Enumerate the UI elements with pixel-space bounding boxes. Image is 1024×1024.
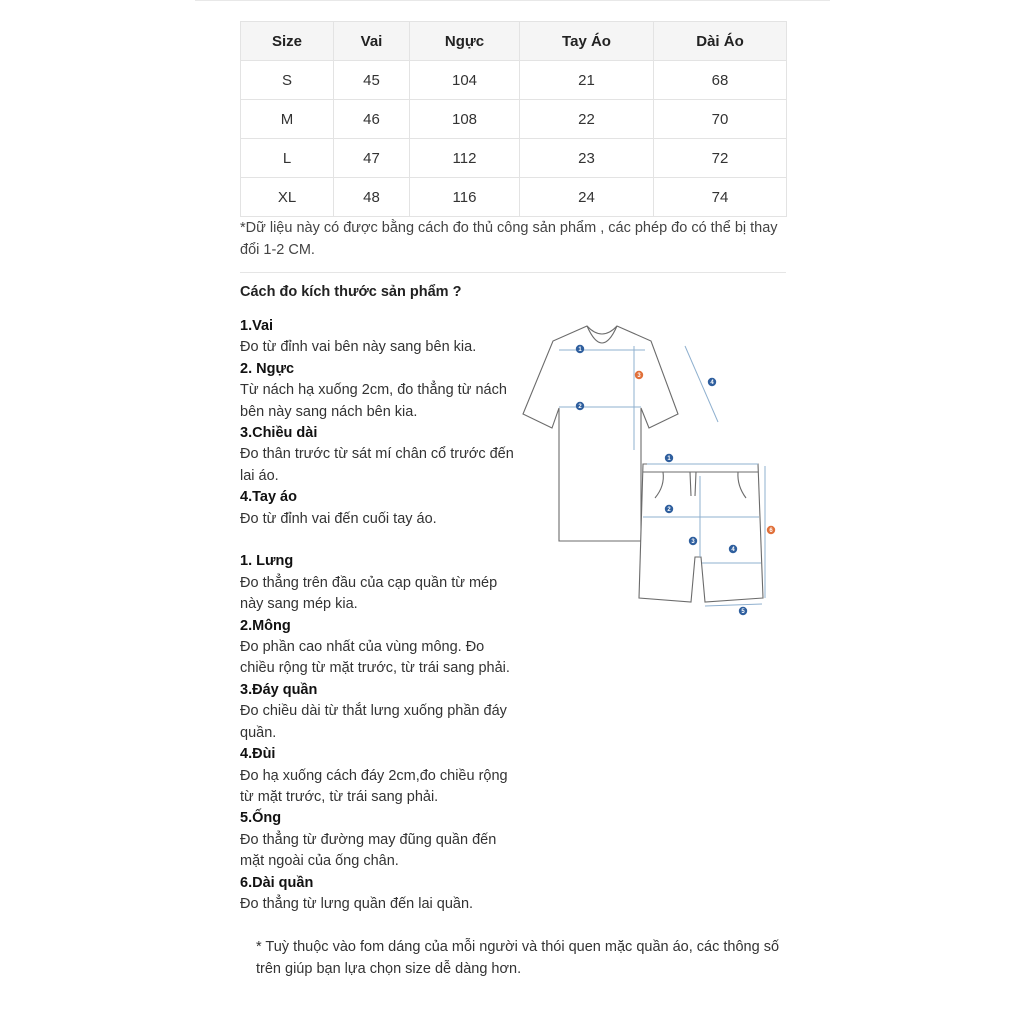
shorts-marker-5 xyxy=(739,607,747,615)
table-cell: XL xyxy=(241,178,334,217)
shirt-marker-2 xyxy=(576,402,584,410)
measurement-guide xyxy=(240,316,520,915)
shorts-marker-4 xyxy=(729,545,737,553)
table-row xyxy=(241,139,787,178)
shirt-marker-1 xyxy=(576,345,584,353)
marker-label: 4 xyxy=(731,547,735,553)
table-header-cell: Vai xyxy=(334,22,410,61)
guide-item-title: 3.Đáy quần xyxy=(240,681,318,698)
guide-item-text: Đo thẳng từ lưng quần đến lai quần. xyxy=(240,895,474,912)
guide-item-title: 1.Vai xyxy=(240,318,274,334)
marker-label: 6 xyxy=(769,528,773,534)
table-cell: 47 xyxy=(334,139,410,178)
table-cell: 22 xyxy=(520,100,654,139)
guide-item-text: Đo thẳng trên đầu của cạp quần từ mép này sang mép kia. xyxy=(240,574,498,613)
shorts-marker-3 xyxy=(689,537,697,545)
table-cell: 116 xyxy=(410,178,520,217)
table-row xyxy=(241,100,787,139)
table-cell: 104 xyxy=(410,61,520,100)
guide-item-title: 1. Lưng xyxy=(240,553,294,570)
guide-item-text: Đo chiều dài từ thắt lưng xuống phần đáy quần. xyxy=(240,703,507,741)
measurement-note: *Dữ liệu này có được bằng cách đo thủ công sản phẩm , các phép đo có thể bị thay đổi 1-2 CM. xyxy=(240,220,778,258)
table-cell: 68 xyxy=(654,61,787,100)
table-cell: 112 xyxy=(410,139,520,178)
guide-item-title: 6.Dài quần xyxy=(240,874,314,891)
table-cell: 72 xyxy=(654,139,787,178)
shirt-marker-3 xyxy=(635,371,643,379)
table-row xyxy=(241,178,787,217)
top-divider xyxy=(195,0,830,1)
shorts-marker-1 xyxy=(665,454,673,462)
table-cell: L xyxy=(241,139,334,178)
footer-note: * Tuỳ thuộc vào fom dáng của mỗi người và thói quen mặc quần áo, các thông số trên giúp bạn lựa chọn size dễ dàng hơn. xyxy=(256,939,780,977)
section-divider xyxy=(240,272,786,273)
marker-label: 1 xyxy=(667,456,671,462)
shorts-marker-2 xyxy=(665,505,673,513)
table-header-cell: Size xyxy=(241,22,334,61)
guide-item-title: 2.Mông xyxy=(240,617,291,634)
table-cell: 21 xyxy=(520,61,654,100)
shorts-guide xyxy=(240,551,520,915)
guide-item-title: 2. Ngực xyxy=(240,360,295,377)
marker-label: 4 xyxy=(710,380,714,386)
marker-label: 3 xyxy=(691,539,695,545)
table-cell: 70 xyxy=(654,100,787,139)
table-cell: 45 xyxy=(334,61,410,100)
table-cell: 24 xyxy=(520,178,654,217)
table-header-cell: Tay Áo xyxy=(520,22,654,61)
guide-item-title: 4.Tay áo xyxy=(240,489,297,506)
guide-item-text: Đo từ đỉnh vai đến cuối tay áo. xyxy=(240,510,437,527)
table-cell: S xyxy=(241,61,334,100)
guide-item-text: Đo thân trước từ sát mí chân cổ trước đến lai áo. xyxy=(240,446,514,484)
marker-label: 1 xyxy=(578,347,582,353)
table-cell: 74 xyxy=(654,178,787,217)
shirt-guide xyxy=(240,316,520,530)
guide-item-title: 5.Ống xyxy=(240,810,282,827)
table-cell: 108 xyxy=(410,100,520,139)
table-cell: 23 xyxy=(520,139,654,178)
table-header-row xyxy=(241,22,787,61)
shorts-outline xyxy=(639,464,763,602)
guide-item-title: 4.Đùi xyxy=(240,746,276,763)
marker-label: 2 xyxy=(578,404,582,410)
marker-label: 5 xyxy=(741,609,745,615)
table-cell: 46 xyxy=(334,100,410,139)
table-cell: M xyxy=(241,100,334,139)
guide-item-title: 3.Chiều dài xyxy=(240,425,318,442)
guide-item-text: Đo thẳng từ đường may đũng quần đến mặt ngoài của ống chân. xyxy=(240,831,497,870)
shirt-marker-4 xyxy=(708,378,716,386)
shorts-marker-6 xyxy=(767,526,775,534)
measurement-diagram xyxy=(515,316,790,621)
table-cell: 48 xyxy=(334,178,410,217)
marker-label: 3 xyxy=(637,373,641,379)
guide-item-text: Đo từ đỉnh vai bên này sang bên kia. xyxy=(240,339,477,356)
table-header-cell: Dài Áo xyxy=(654,22,787,61)
marker-label: 2 xyxy=(667,507,671,513)
guide-item-text: Đo phần cao nhất của vùng mông. Đo chiều rộng từ mặt trước, từ trái sang phải. xyxy=(240,639,510,677)
guide-item-text: Đo hạ xuống cách đáy 2cm,đo chiều rộng từ mặt trước, từ trái sang phải. xyxy=(240,767,508,805)
size-table xyxy=(240,21,787,217)
guide-item-text: Từ nách hạ xuống 2cm, đo thẳng từ nách bên này sang nách bên kia. xyxy=(240,382,507,420)
table-header-cell: Ngực xyxy=(410,22,520,61)
table-row xyxy=(241,61,787,100)
section-title: Cách đo kích thước sản phẩm ? xyxy=(240,284,462,300)
